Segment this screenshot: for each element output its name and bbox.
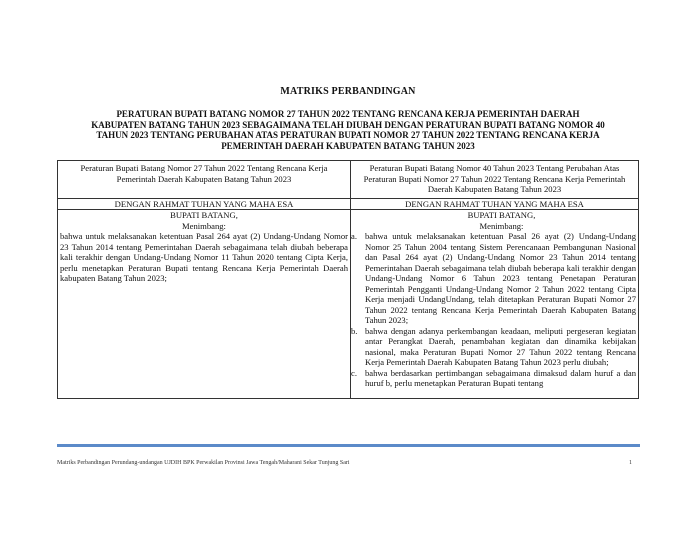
item-letter: c.: [351, 367, 357, 378]
left-header-cell: Peraturan Bupati Batang Nomor 27 Tahun 2022 Tentang Rencana Kerja Pemerintah Daerah Kabupaten Batang Tahun 2023: [58, 161, 351, 199]
left-body-cell: [58, 210, 351, 399]
left-consideration-text: bahwa untuk melaksanakan ketentuan Pasal 264 ayat (2) Undang-Undang Nomor 23 Tahun 2014 tentang Pemerintahan Daerah sebagaimana telah diubah beberapa kali terakhir dengan Undang-Undang Nomor 11 Tahun 2020 tentang Cipta Kerja, perlu menetapkan Peraturan Bupati tentang Rencana Kerja Pemerintah Daerah kabupaten Batang Tahun 2023;: [60, 231, 348, 283]
heading-line: PEMERINTAH DAERAH KABUPATEN BATANG TAHUN 2023: [221, 140, 475, 151]
item-text: bahwa dengan adanya perkembangan keadaan, meliputi pergeseran kegiatan antar Perangkat Daerah, penambahan kegiatan dan dinamika kebijakan nasional, maka Peraturan Bupati Nomor 27 Tahun 2022 tentang Rencana Kerja Pemerintah Daerah Kabupaten Batang Tahun 2023 perlu diubah;: [365, 325, 636, 367]
list-item: [351, 231, 636, 326]
list-item: [351, 325, 636, 368]
comparison-table: [57, 160, 639, 399]
footer-text: Matriks Perbandingan Perundang-undangan UJDIH BPK Perwakilan Provinsi Jawa Tengah/Maharani Sekar Tunjung Sari: [57, 460, 350, 466]
regulation-heading: [58, 109, 638, 151]
right-header-cell: Peraturan Bupati Batang Nomor 40 Tahun 2023 Tentang Perubahan Atas Peraturan Bupati Nomor 27 Tahun 2022 Tentang Rencana Kerja Pemerintah Daerah Kabupaten Batang Tahun 2023: [351, 161, 639, 199]
heading-line: TAHUN 2023 TENTANG PERUBAHAN ATAS PERATURAN BUPATI NOMOR 27 TAHUN 2022 TENTANG RENCANA KERJA: [96, 130, 600, 141]
list-item: [351, 367, 636, 389]
left-rahmat: DENGAN RAHMAT TUHAN YANG MAHA ESA: [58, 198, 351, 210]
item-text: bahwa untuk melaksanakan ketentuan Pasal 26 ayat (2) Undang-Undang Nomor 25 Tahun 2004 tentang Sistem Perencanaan Pembangunan Nasional dan Pasal 264 ayat (2) Undang-Undang Nomor 23 Tahun 2014 tentang Pemerintahan Daerah sebagaimana telah diubah beberapa kali terakhir dengan Undang-Undang Nomor 6 Tahun 2023 tentang Penetapan Peraturan Pemerintah Pengganti Undang-Undang Nomor 2 Tahun 2022 tentang Cipta Kerja menjadi UndangUndang, telah ditetapkan Peraturan Bupati Nomor 27 Tahun 2022 tentang Rencana Kerja Pemerintah Daerah Kabupaten Batang Tahun 2023;: [365, 231, 636, 325]
rahmat-row: [58, 198, 639, 210]
right-menimbang: Menimbang:: [479, 220, 524, 231]
table-header-row: [58, 161, 639, 199]
item-letter: a.: [351, 231, 357, 241]
consideration-list: [351, 231, 636, 389]
left-menimbang: Menimbang:: [182, 220, 226, 231]
footer-divider: [57, 444, 640, 447]
right-body-cell: [351, 210, 639, 399]
body-row: [58, 210, 639, 399]
right-bupati: BUPATI BATANG,: [467, 210, 536, 220]
right-rahmat: DENGAN RAHMAT TUHAN YANG MAHA ESA: [351, 198, 639, 210]
item-text: bahwa berdasarkan pertimbangan sebagaimana dimaksud dalam huruf a dan huruf b, perlu menetapkan Peraturan Bupati tentang: [365, 367, 636, 388]
page-title: MATRIKS PERBANDINGAN: [280, 86, 416, 97]
item-letter: b.: [351, 325, 358, 336]
heading-line: PERATURAN BUPATI BATANG NOMOR 27 TAHUN 2022 TENTANG RENCANA KERJA PEMERINTAH DAERAH: [116, 109, 580, 119]
heading-line: KABUPATEN BATANG TAHUN 2023 SEBAGAIMANA TELAH DIUBAH DENGAN PERATURAN BUPATI BATANG NOMOR 40: [91, 119, 605, 130]
left-bupati: BUPATI BATANG,: [170, 210, 238, 220]
page-number: 1: [629, 460, 632, 466]
